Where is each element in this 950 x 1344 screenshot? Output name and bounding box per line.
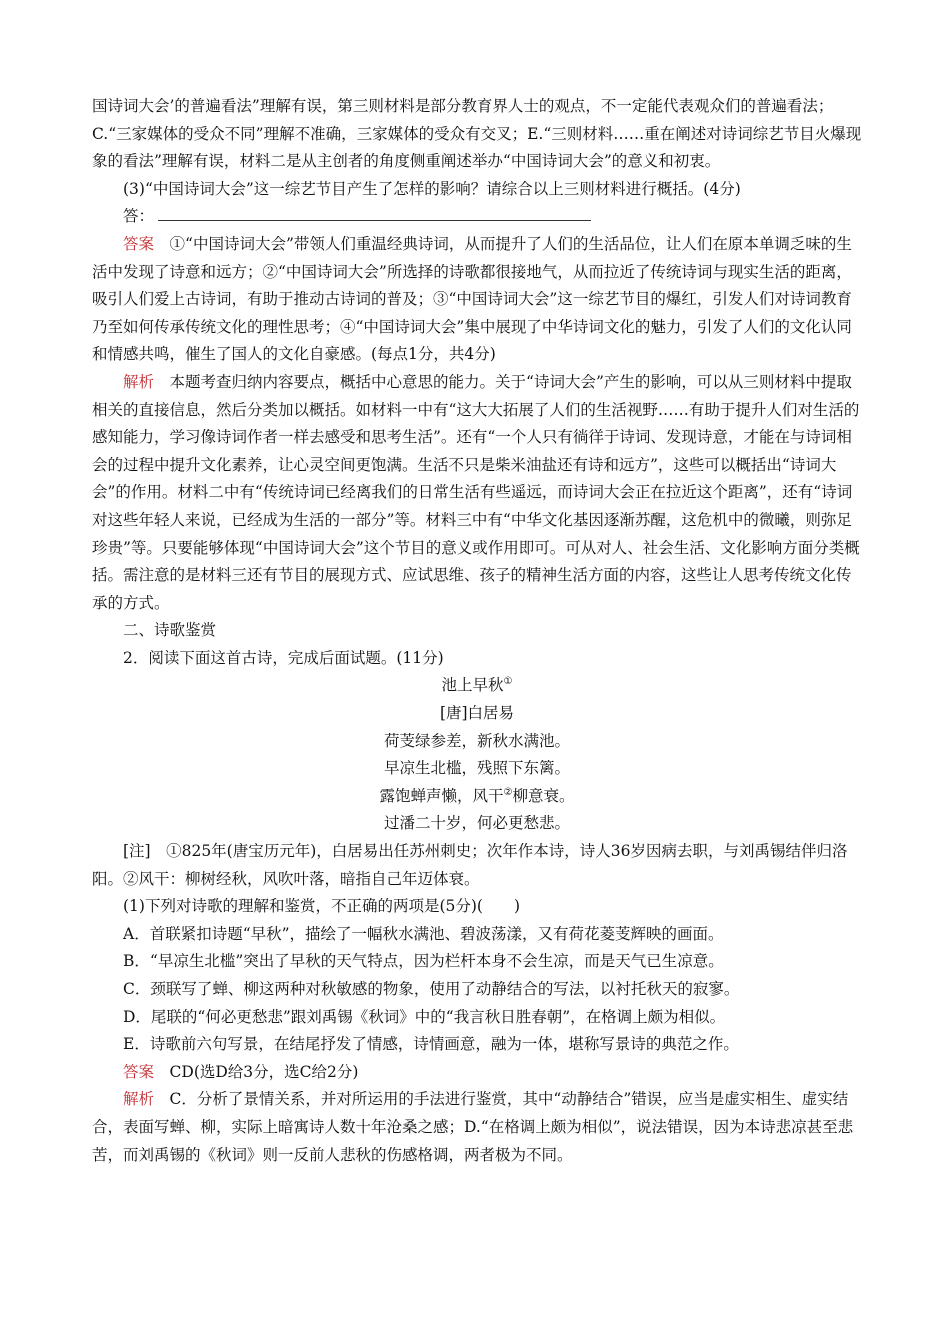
- poem-line: 过潘二十岁，何必更愁悲。: [383, 814, 570, 833]
- paragraph-continuation: 国诗词大会’的普遍看法”理解有误，第三则材料是部分教育界人士的观点，不一定能代表观众们的普遍看法；C.“三家媒体的受众不同”理解不准确，三家媒体的受众有交叉；E.“三则材料……重在阐述对诗词综艺节目火爆现象的看法”理解有误，材料二是从主创者的角度侧重阐述举办“中国诗词大会”的意义和初衷。: [92, 97, 862, 171]
- question-2-intro: 2．阅读下面这首古诗，完成后面试题。(11分): [123, 648, 444, 667]
- analysis-paragraph-q3: [92, 369, 862, 617]
- answer-line: [92, 203, 862, 231]
- poem-line: 早凉生北槛，残照下东篱。: [383, 759, 570, 778]
- option-b: B．“早凉生北槛”突出了早秋的天气特点，因为栏杆本身不会生凉，而是天气已生凉意。: [123, 952, 724, 971]
- analysis-label: 解析: [123, 372, 155, 391]
- poem-title: 池上早秋①: [441, 676, 513, 695]
- answer-paragraph-q2-1: [92, 1059, 862, 1087]
- analysis-text-q3: 本题考查归纳内容要点，概括中心意思的能力。关于“诗词大会”产生的影响，可以从三则材料中提取相关的直接信息，然后分类加以概括。如材料一中有“这大大拓展了人们的生活视野……有助于提升人们对生活的感知能力，学习像诗词作者一样去感受和思考生活”。还有“一个人只有徜徉于诗词、发现诗意，才能在与诗词相会的过程中提升文化素养，让心灵空间更饱满。生活不只是柴米油盐还有诗和远方”，这些可以概括出“诗词大会”的作用。材料二中有“传统诗词已经离我们的日常生活有些遥远，而诗词大会正在拉近这个距离”，还有“诗词对这些年轻人来说，已经成为生活的一部分”等。材料三中有“中华文化基因逐渐苏醒，这危机中的微曦，则弥足珍贵”等。只要能够体现“中国诗词大会”这个节目的意义或作用即可。可从对人、社会生活、文化影响方面分类概括。需注意的是材料三还有节目的展现方式、应试思维、孩子的精神生活方面的内容，这些让人思考传统文化传承的方式。: [92, 372, 860, 612]
- answer-label: 答案: [123, 1062, 155, 1081]
- answer-text-q3: ①“中国诗词大会”带领人们重温经典诗词，从而提升了人们的生活品位，让人们在原本单调乏味的生活中发现了诗意和远方；②“中国诗词大会”所选择的诗歌都很接地气，从而拉近了传统诗词与现实生活的距离，吸引人们爱上古诗词，有助于推动古诗词的普及；③“中国诗词大会”这一综艺节目的爆红，引发人们对诗词教育乃至如何传承传统文化的理性思考；④“中国诗词大会”集中展现了中华诗词文化的魅力，引发了人们的文化认同和情感共鸣，催生了国人的文化自豪感。(每点1分，共4分): [92, 234, 852, 364]
- footnote-marker: ①: [503, 676, 513, 688]
- option-c: C．颈联写了蝉、柳这两种对秋敏感的物象，使用了动静结合的写法，以衬托秋天的寂寥。: [123, 980, 740, 998]
- answer-text-q2-1: CD(选D给3分，选C给2分): [169, 1062, 359, 1081]
- answer-label: 答案: [123, 234, 155, 253]
- analysis-paragraph-q2-1: [92, 1086, 862, 1169]
- answer-prompt: 答：: [123, 207, 155, 226]
- document-body: [92, 93, 862, 1169]
- option-d: D．尾联的“何必更愁悲”跟刘禹锡《秋词》中的“我言秋日胜春朝”，在格调上颇为相似。: [123, 1007, 726, 1026]
- answer-blank: [158, 205, 591, 221]
- poem-note: [注] ①825年(唐宝历元年)，白居易出任苏州刺史；次年作本诗，诗人36岁因病去职，与刘禹锡结伴归洛阳。②风干：柳树经秋，风吹叶落，暗指自己年迈体衰。: [92, 842, 848, 888]
- section-heading: 二、诗歌鉴赏: [123, 621, 217, 640]
- option-e: E．诗歌前六句写景，在结尾抒发了情感，诗情画意，融为一体，堪称写景诗的典范之作。: [123, 1035, 739, 1054]
- poem-line: 露饱蝉声懒，风干②柳意衰。: [379, 786, 575, 805]
- analysis-label: 解析: [123, 1090, 155, 1109]
- answer-paragraph-q3: [92, 231, 862, 369]
- poem-line: 荷芰绿参差，新秋水满池。: [383, 731, 570, 750]
- option-a: A．首联紧扣诗题“早秋”，描绘了一幅秋水满池、碧波荡漾，又有荷花菱芰辉映的画面。: [123, 924, 724, 943]
- question-3: (3)“中国诗词大会”这一综艺节目产生了怎样的影响？请综合以上三则材料进行概括。(4分): [123, 179, 741, 198]
- analysis-text-q2-1: C．分析了景情关系，并对所运用的手法进行鉴赏，其中“动静结合”错误，应当是虚实相生、虚实结合，表面写蝉、柳，实际上暗寓诗人数十年沧桑之感；D.“在格调上颇为相似”，说法错误，因为本诗悲凉甚至悲苦，而刘禹锡的《秋词》则一反前人悲秋的伤感格调，两者极为不同。: [92, 1090, 854, 1164]
- footnote-marker: ②: [503, 786, 513, 798]
- question-2-1: (1)下列对诗歌的理解和鉴赏，不正确的两项是(5分)( ): [123, 897, 521, 916]
- poem-author: [唐]白居易: [439, 704, 515, 723]
